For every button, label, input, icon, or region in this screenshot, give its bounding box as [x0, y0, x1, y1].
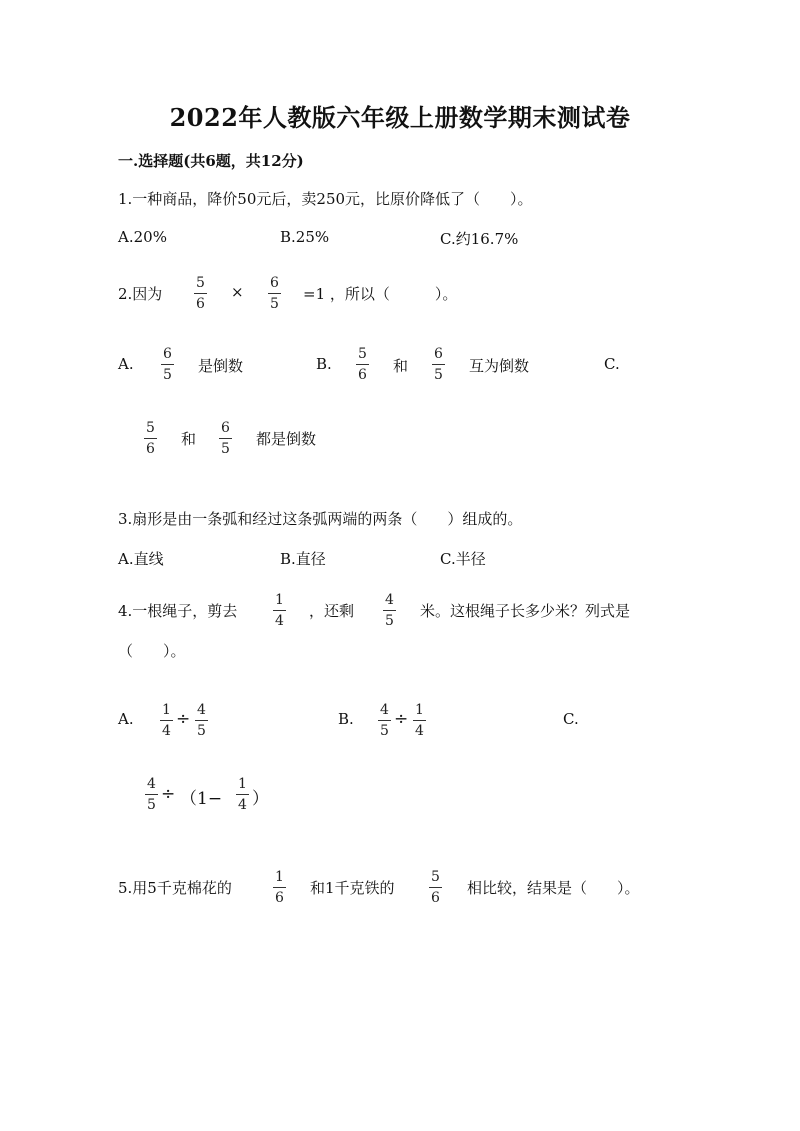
- question-3-stem: 3.扇形是由一条弧和经过这条弧两端的两条（ ）组成的。: [118, 510, 523, 528]
- section-heading: 一.选择题(共6题，共12分): [118, 152, 304, 170]
- question-4-option-b-fraction: [378, 703, 391, 739]
- denominator: 5: [385, 613, 394, 629]
- numerator: 1: [275, 869, 284, 885]
- question-2-stem-prefix: 2.因为: [118, 285, 163, 303]
- and-word: 和: [181, 430, 197, 448]
- numerator: 4: [197, 702, 206, 718]
- question-5-fraction: [429, 870, 442, 906]
- question-2-option-c-label: C.: [604, 355, 620, 373]
- question-4-stem-line2: （ ）。: [118, 642, 186, 660]
- question-4-stem-prefix: 4.一根绳子，剪去: [118, 602, 238, 620]
- numerator: 6: [270, 275, 279, 291]
- numerator: 4: [385, 592, 394, 608]
- times-sign: ×: [231, 283, 244, 301]
- question-3-option-b: B.直径: [280, 550, 326, 568]
- question-2-option-c-fraction: [144, 421, 157, 457]
- question-4-fraction: [383, 593, 396, 629]
- question-2-fraction: [194, 276, 207, 312]
- close-paren: ）: [252, 789, 269, 809]
- question-5-stem-prefix: 5.用5千克棉花的: [118, 879, 232, 897]
- question-2-option-b-label: B.: [316, 355, 332, 373]
- question-4-stem-mid: ，还剩: [309, 602, 355, 620]
- question-2-option-a-label: A.: [118, 355, 134, 373]
- page-title: 2022年人教版六年级上册数学期末测试卷: [169, 103, 631, 132]
- numerator: 6: [163, 346, 172, 362]
- question-1-option-b: B.25%: [280, 228, 330, 246]
- question-2-option-b-fraction: [356, 347, 369, 383]
- numerator: 1: [238, 776, 247, 792]
- denominator: 4: [415, 723, 424, 739]
- denominator: 4: [275, 613, 284, 629]
- denominator: 5: [434, 367, 443, 383]
- denominator: 6: [146, 441, 155, 457]
- numerator: 5: [196, 275, 205, 291]
- denominator: 6: [358, 367, 367, 383]
- divide-sign: ÷: [161, 784, 176, 804]
- question-5-stem-mid: 和1千克铁的: [310, 879, 395, 897]
- question-2-option-c-fraction: [219, 421, 232, 457]
- question-4-option-a-label: A.: [118, 710, 134, 728]
- question-3-option-a: A.直线: [118, 550, 164, 568]
- question-5-fraction: [273, 870, 286, 906]
- numerator: 6: [221, 420, 230, 436]
- question-4-option-c-fraction: [145, 777, 158, 813]
- denominator: 5: [270, 296, 279, 312]
- question-4-option-c-fraction: [236, 777, 249, 813]
- numerator: 5: [146, 420, 155, 436]
- question-2-option-a-fraction: [161, 347, 174, 383]
- question-1-option-c: C.约16.7%: [440, 230, 519, 248]
- denominator: 5: [147, 797, 156, 813]
- numerator: 1: [162, 702, 171, 718]
- question-4-stem-suffix: 米。这根绳子长多少米？列式是: [420, 602, 631, 620]
- open-paren-one-minus: （1−: [180, 789, 223, 809]
- denominator: 5: [163, 367, 172, 383]
- question-4-fraction: [273, 593, 286, 629]
- denominator: 4: [238, 797, 247, 813]
- denominator: 6: [196, 296, 205, 312]
- numerator: 5: [431, 869, 440, 885]
- denominator: 5: [197, 723, 206, 739]
- denominator: 5: [221, 441, 230, 457]
- numerator: 4: [380, 702, 389, 718]
- question-3-option-c: C.半径: [440, 550, 486, 568]
- question-4-option-c-label: C.: [563, 710, 579, 728]
- numerator: 4: [147, 776, 156, 792]
- numerator: 1: [275, 592, 284, 608]
- numerator: 1: [415, 702, 424, 718]
- question-4-option-b-label: B.: [338, 710, 354, 728]
- question-2-stem-suffix: =1 ，所以（ ）。: [303, 285, 458, 303]
- denominator: 4: [162, 723, 171, 739]
- divide-sign: ÷: [176, 709, 191, 729]
- question-1-option-a: A.20%: [118, 228, 167, 246]
- numerator: 5: [358, 346, 367, 362]
- question-2-option-a-text: 是倒数: [198, 357, 244, 375]
- numerator: 6: [434, 346, 443, 362]
- divide-sign: ÷: [394, 709, 409, 729]
- question-2-option-c-text: 都是倒数: [256, 430, 317, 448]
- question-1-stem: 1.一种商品，降价50元后，卖250元，比原价降低了（ ）。: [118, 190, 533, 208]
- question-2-option-b-fraction: [432, 347, 445, 383]
- question-4-option-a-fraction: [160, 703, 173, 739]
- question-2-fraction: [268, 276, 281, 312]
- question-2-option-b-text: 互为倒数: [469, 357, 530, 375]
- denominator: 6: [275, 890, 284, 906]
- question-4-option-a-fraction: [195, 703, 208, 739]
- and-word: 和: [393, 357, 409, 375]
- denominator: 5: [380, 723, 389, 739]
- question-5-stem-suffix: 相比较，结果是（ ）。: [467, 879, 640, 897]
- denominator: 6: [431, 890, 440, 906]
- question-4-option-b-fraction: [413, 703, 426, 739]
